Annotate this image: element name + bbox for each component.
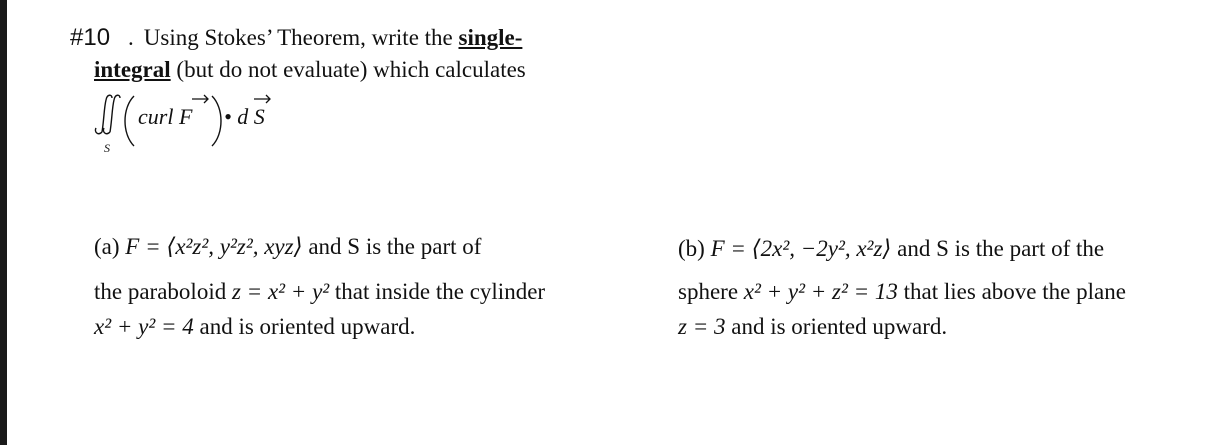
- bold-single: single-: [458, 25, 523, 50]
- bold-integral: integral: [94, 57, 171, 82]
- problem-header: [70, 22, 522, 54]
- part-b-line2-pre: sphere: [678, 279, 739, 304]
- part-a-line2-pre: the paraboloid: [94, 279, 227, 304]
- problem-separator: .: [128, 25, 134, 50]
- integral-drawing: [94, 90, 304, 160]
- integral-subscript: S: [104, 141, 110, 155]
- part-a-line2-post: that inside the cylinder: [334, 279, 546, 304]
- part-a-surface: z = x² + y²: [231, 279, 330, 304]
- left-paren: [125, 96, 134, 146]
- part-a-line-1: [94, 234, 481, 260]
- part-a-field: F = ⟨x²z², y²z², xyz⟩: [125, 234, 303, 259]
- part-a-line3-post: and is oriented upward.: [199, 314, 416, 339]
- part-a-cylinder: x² + y² = 4: [94, 314, 194, 339]
- integrand-text: curl F: [138, 104, 193, 129]
- surface-integral-formula: [94, 90, 304, 160]
- part-a-line-3: [94, 314, 415, 340]
- part-b-text1: and S is the part of the: [897, 236, 1105, 261]
- part-b-line-3: [678, 314, 947, 340]
- left-edge-bar: [0, 0, 7, 445]
- operator-text: • d S: [224, 104, 265, 129]
- part-b-line-2: [678, 279, 1126, 305]
- part-b-field: F = ⟨2x², −2y², x²z⟩: [710, 236, 892, 261]
- part-b-line2-post: that lies above the plane: [903, 279, 1126, 304]
- problem-line-2: [94, 54, 526, 86]
- problem-number: #10: [70, 24, 111, 51]
- part-b-label: (b): [678, 236, 705, 261]
- vector-arrow-S: [254, 95, 270, 103]
- part-b-sphere: x² + y² + z² = 13: [743, 279, 898, 304]
- problem-rest: (but do not evaluate) which calculates: [176, 57, 526, 82]
- part-b-line-1: [678, 236, 1104, 262]
- part-a-line-2: [94, 279, 545, 305]
- part-a-text1: and S is the part of: [308, 234, 482, 259]
- part-b-line3-post: and is oriented upward.: [731, 314, 948, 339]
- problem-intro: Using Stokes’ Theorem, write the: [143, 25, 453, 50]
- vector-arrow-F: [192, 95, 208, 103]
- part-a-label: (a): [94, 234, 120, 259]
- part-b-plane: z = 3: [678, 314, 726, 339]
- right-paren: [212, 96, 221, 146]
